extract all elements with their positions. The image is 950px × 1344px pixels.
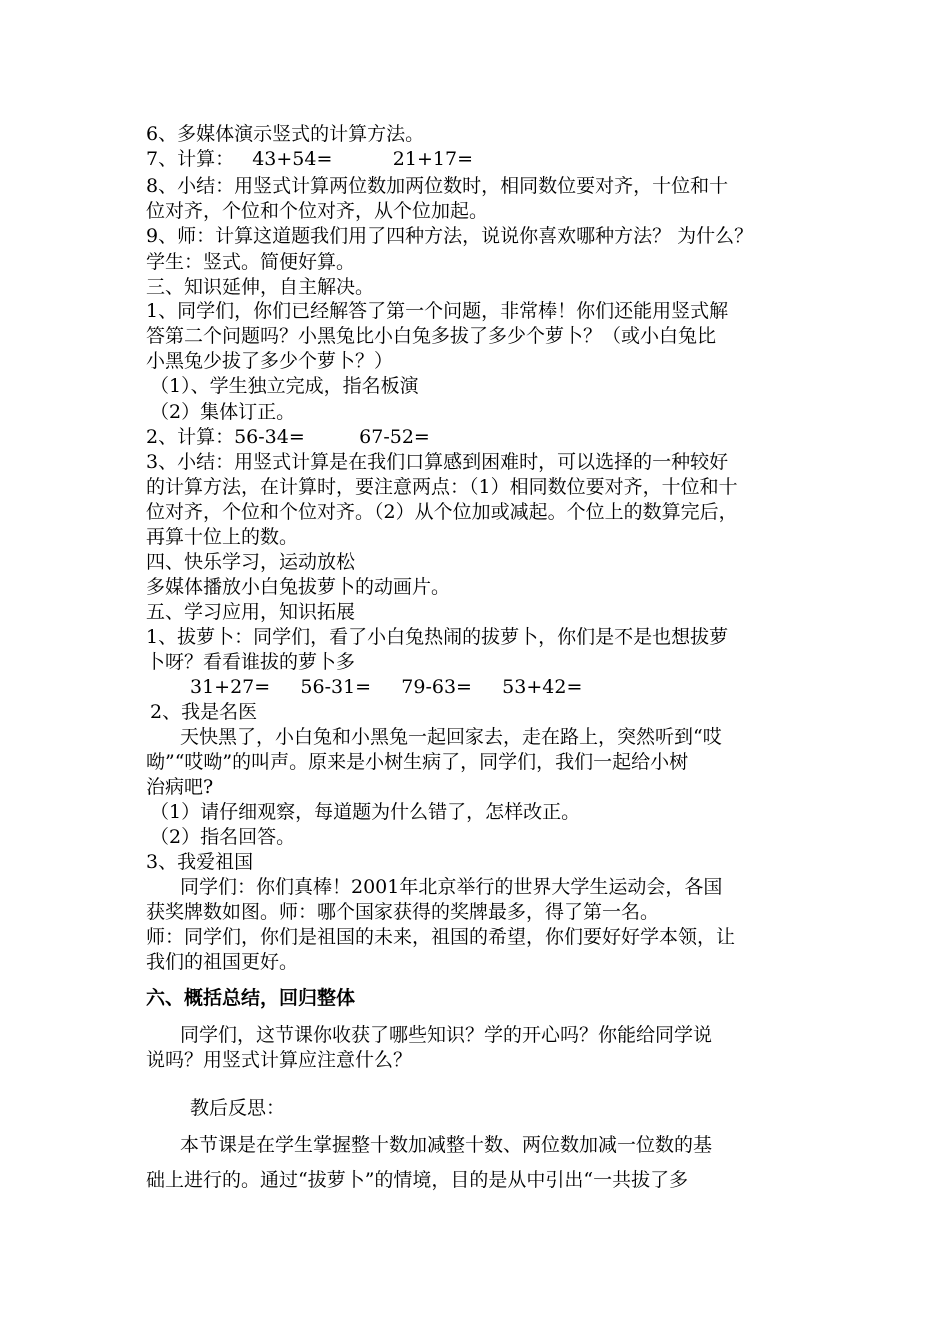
text-line: 我们的祖国更好。 [146,951,299,973]
text-line: （1）请仔细观察，每道题为什么错了，怎样改正。 [150,801,581,823]
text-line: 同学们，这节课你收获了哪些知识？学的开心吗？你能给同学说 [180,1024,713,1046]
text-line: 2、计算：56-34= 67-52= [146,426,430,448]
text-line: 天快黑了，小白兔和小黑兔一起回家去，走在路上，突然听到“哎 [180,726,722,748]
subheading: 教后反思： [190,1097,286,1119]
text-line: 多媒体播放小白兔拔萝卜的动画片。 [146,576,451,598]
text-line: 础上进行的。通过“拔萝卜”的情境，目的是从中引出“一共拔了多 [146,1169,689,1191]
section-heading: 三、知识延伸，自主解决。 [146,276,375,298]
exercise-line: 31+27= 56-31= 79-63= 53+42= [190,676,583,698]
text-line: 6、多媒体演示竖式的计算方法。 [146,123,425,145]
text-line: 小黑兔少拔了多少个萝卜？） [146,350,394,372]
text-line: 治病吧? [146,776,214,798]
text-line: 2、我是名医 [150,701,258,723]
text-line: 再算十位上的数。 [146,526,299,548]
text-line: 获奖牌数如图。师：哪个国家获得的奖牌最多，得了第一名。 [146,901,660,923]
text-line: 学生：竖式。简便好算。 [146,251,356,273]
text-line: 的计算方法，在计算时，要注意两点：（1）相同数位要对齐，十位和十 [146,476,738,498]
section-heading: 六、概括总结，回归整体 [146,987,356,1009]
text-line: 同学们：你们真棒！2001年北京举行的世界大学生运动会，各国 [180,876,723,898]
text-line: （2）集体订正。 [150,401,296,423]
text-line: 3、我爱祖国 [146,851,254,873]
section-heading: 四、快乐学习，运动放松 [146,551,356,573]
text-line: 位对齐，个位和个位对齐，从个位加起。 [146,200,489,222]
text-line: 位对齐，个位和个位对齐。（2）从个位加或减起。个位上的数算完后， [146,501,738,523]
text-line: 3、小结：用竖式计算是在我们口算感到困难时，可以选择的一种较好 [146,451,729,473]
text-line: 9、师：计算这道题我们用了四种方法，说说你喜欢哪种方法？ 为什么？ [146,225,754,247]
text-line: 说吗？用竖式计算应注意什么？ [146,1049,413,1071]
text-line: 答第二个问题吗？小黑兔比小白兔多拔了多少个萝卜？（或小白兔比 [146,325,717,347]
text-line: 7、计算： 43+54= 21+17= [146,148,473,170]
text-line: （1）、学生独立完成，指名板演 [150,375,419,397]
text-line: 卜呀？看看谁拔的萝卜多 [146,651,356,673]
text-line: （2）指名回答。 [150,826,296,848]
text-line: 1、同学们，你们已经解答了第一个问题，非常棒！你们还能用竖式解 [146,300,729,322]
text-line: 8、小结：用竖式计算两位数加两位数时，相同数位要对齐，十位和十 [146,175,729,197]
text-line: 呦”“哎呦”的叫声。原来是小树生病了，同学们，我们一起给小树 [146,751,689,773]
section-heading: 五、学习应用，知识拓展 [146,601,356,623]
text-line: 本节课是在学生掌握整十数加减整十数、两位数加减一位数的基 [180,1134,713,1156]
text-line: 1、拔萝卜：同学们，看了小白兔热闹的拔萝卜，你们是不是也想拔萝 [146,626,729,648]
text-line: 师：同学们，你们是祖国的未来，祖国的希望，你们要好好学本领，让 [146,926,736,948]
